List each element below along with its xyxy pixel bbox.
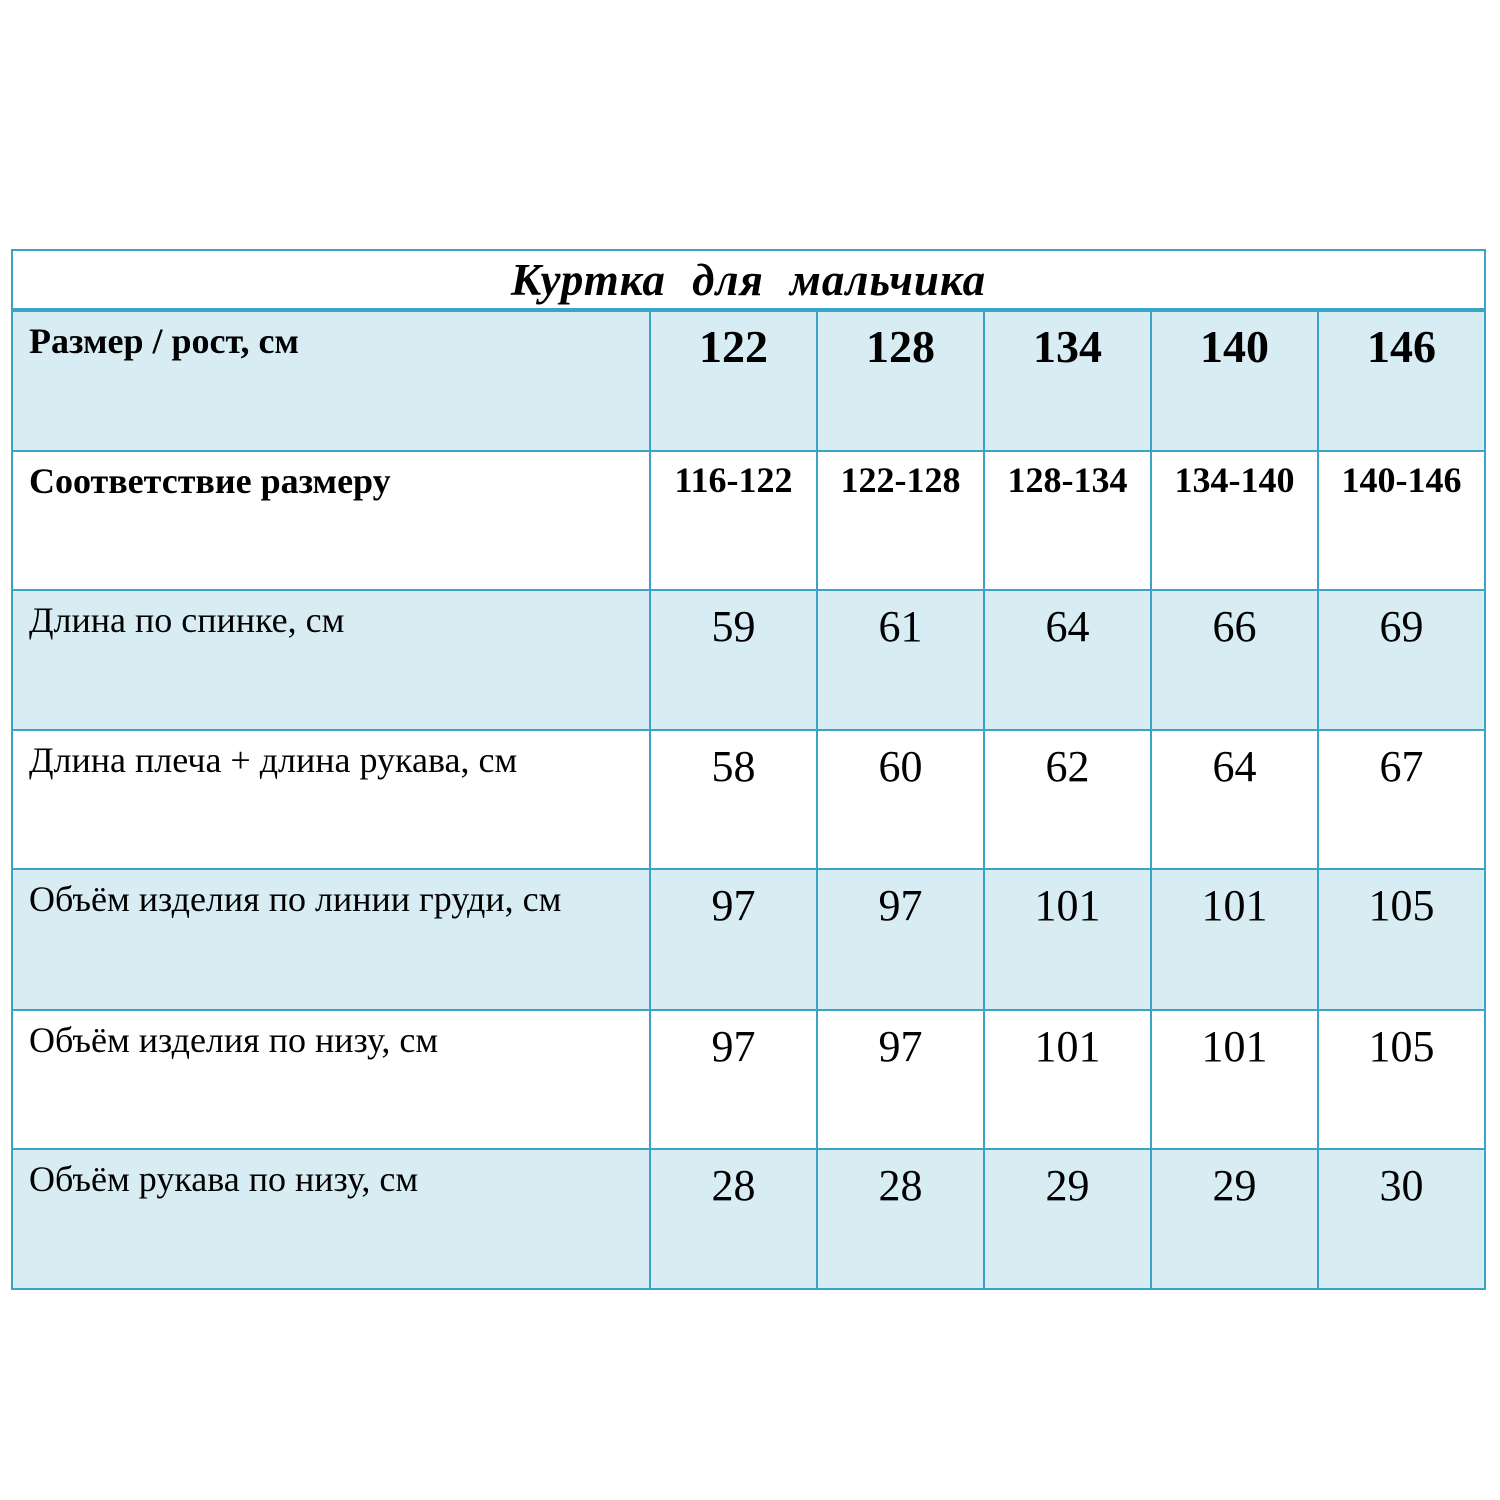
row-label: Размер / рост, см [12,310,650,451]
row-label: Длина плеча + длина рукава, см [12,730,650,870]
measure-value: 30 [1318,1149,1485,1289]
table-row-hem [12,1010,1485,1150]
row-label: Объём рукава по низу, см [12,1149,650,1289]
measure-value: 28 [817,1149,984,1289]
measure-value: 97 [817,1010,984,1150]
size-value: 122 [650,310,817,451]
measure-value: 64 [1151,730,1318,870]
measure-value: 97 [650,869,817,1010]
measure-value: 105 [1318,869,1485,1010]
range-value: 128-134 [984,451,1151,591]
table-title: Куртка для мальчика [12,250,1485,310]
measure-value: 64 [984,590,1151,730]
range-value: 134-140 [1151,451,1318,591]
measure-value: 59 [650,590,817,730]
table-row-sleeve-length [12,730,1485,870]
table-row-back-length [12,590,1485,730]
size-value: 140 [1151,310,1318,451]
title-row [12,250,1485,310]
row-label: Объём изделия по низу, см [12,1010,650,1150]
table-row-chest [12,869,1485,1010]
measure-value: 97 [650,1010,817,1150]
size-value: 128 [817,310,984,451]
measure-value: 105 [1318,1010,1485,1150]
range-value: 140-146 [1318,451,1485,591]
measure-value: 101 [984,1010,1151,1150]
measure-value: 60 [817,730,984,870]
measure-value: 97 [817,869,984,1010]
table-row-size [12,310,1485,451]
range-value: 122-128 [817,451,984,591]
measure-value: 69 [1318,590,1485,730]
measure-value: 101 [984,869,1151,1010]
measure-value: 62 [984,730,1151,870]
measure-value: 66 [1151,590,1318,730]
measure-value: 101 [1151,869,1318,1010]
row-label: Длина по спинке, см [12,590,650,730]
measure-value: 28 [650,1149,817,1289]
row-label: Соответствие размеру [12,451,650,591]
size-value: 134 [984,310,1151,451]
size-chart-table [11,249,1486,1290]
measure-value: 67 [1318,730,1485,870]
table-row-sleeve-hem [12,1149,1485,1289]
range-value: 116-122 [650,451,817,591]
measure-value: 29 [984,1149,1151,1289]
measure-value: 61 [817,590,984,730]
measure-value: 101 [1151,1010,1318,1150]
measure-value: 58 [650,730,817,870]
size-value: 146 [1318,310,1485,451]
measure-value: 29 [1151,1149,1318,1289]
table-row-size-match [12,451,1485,591]
row-label: Объём изделия по линии груди, см [12,869,650,1010]
